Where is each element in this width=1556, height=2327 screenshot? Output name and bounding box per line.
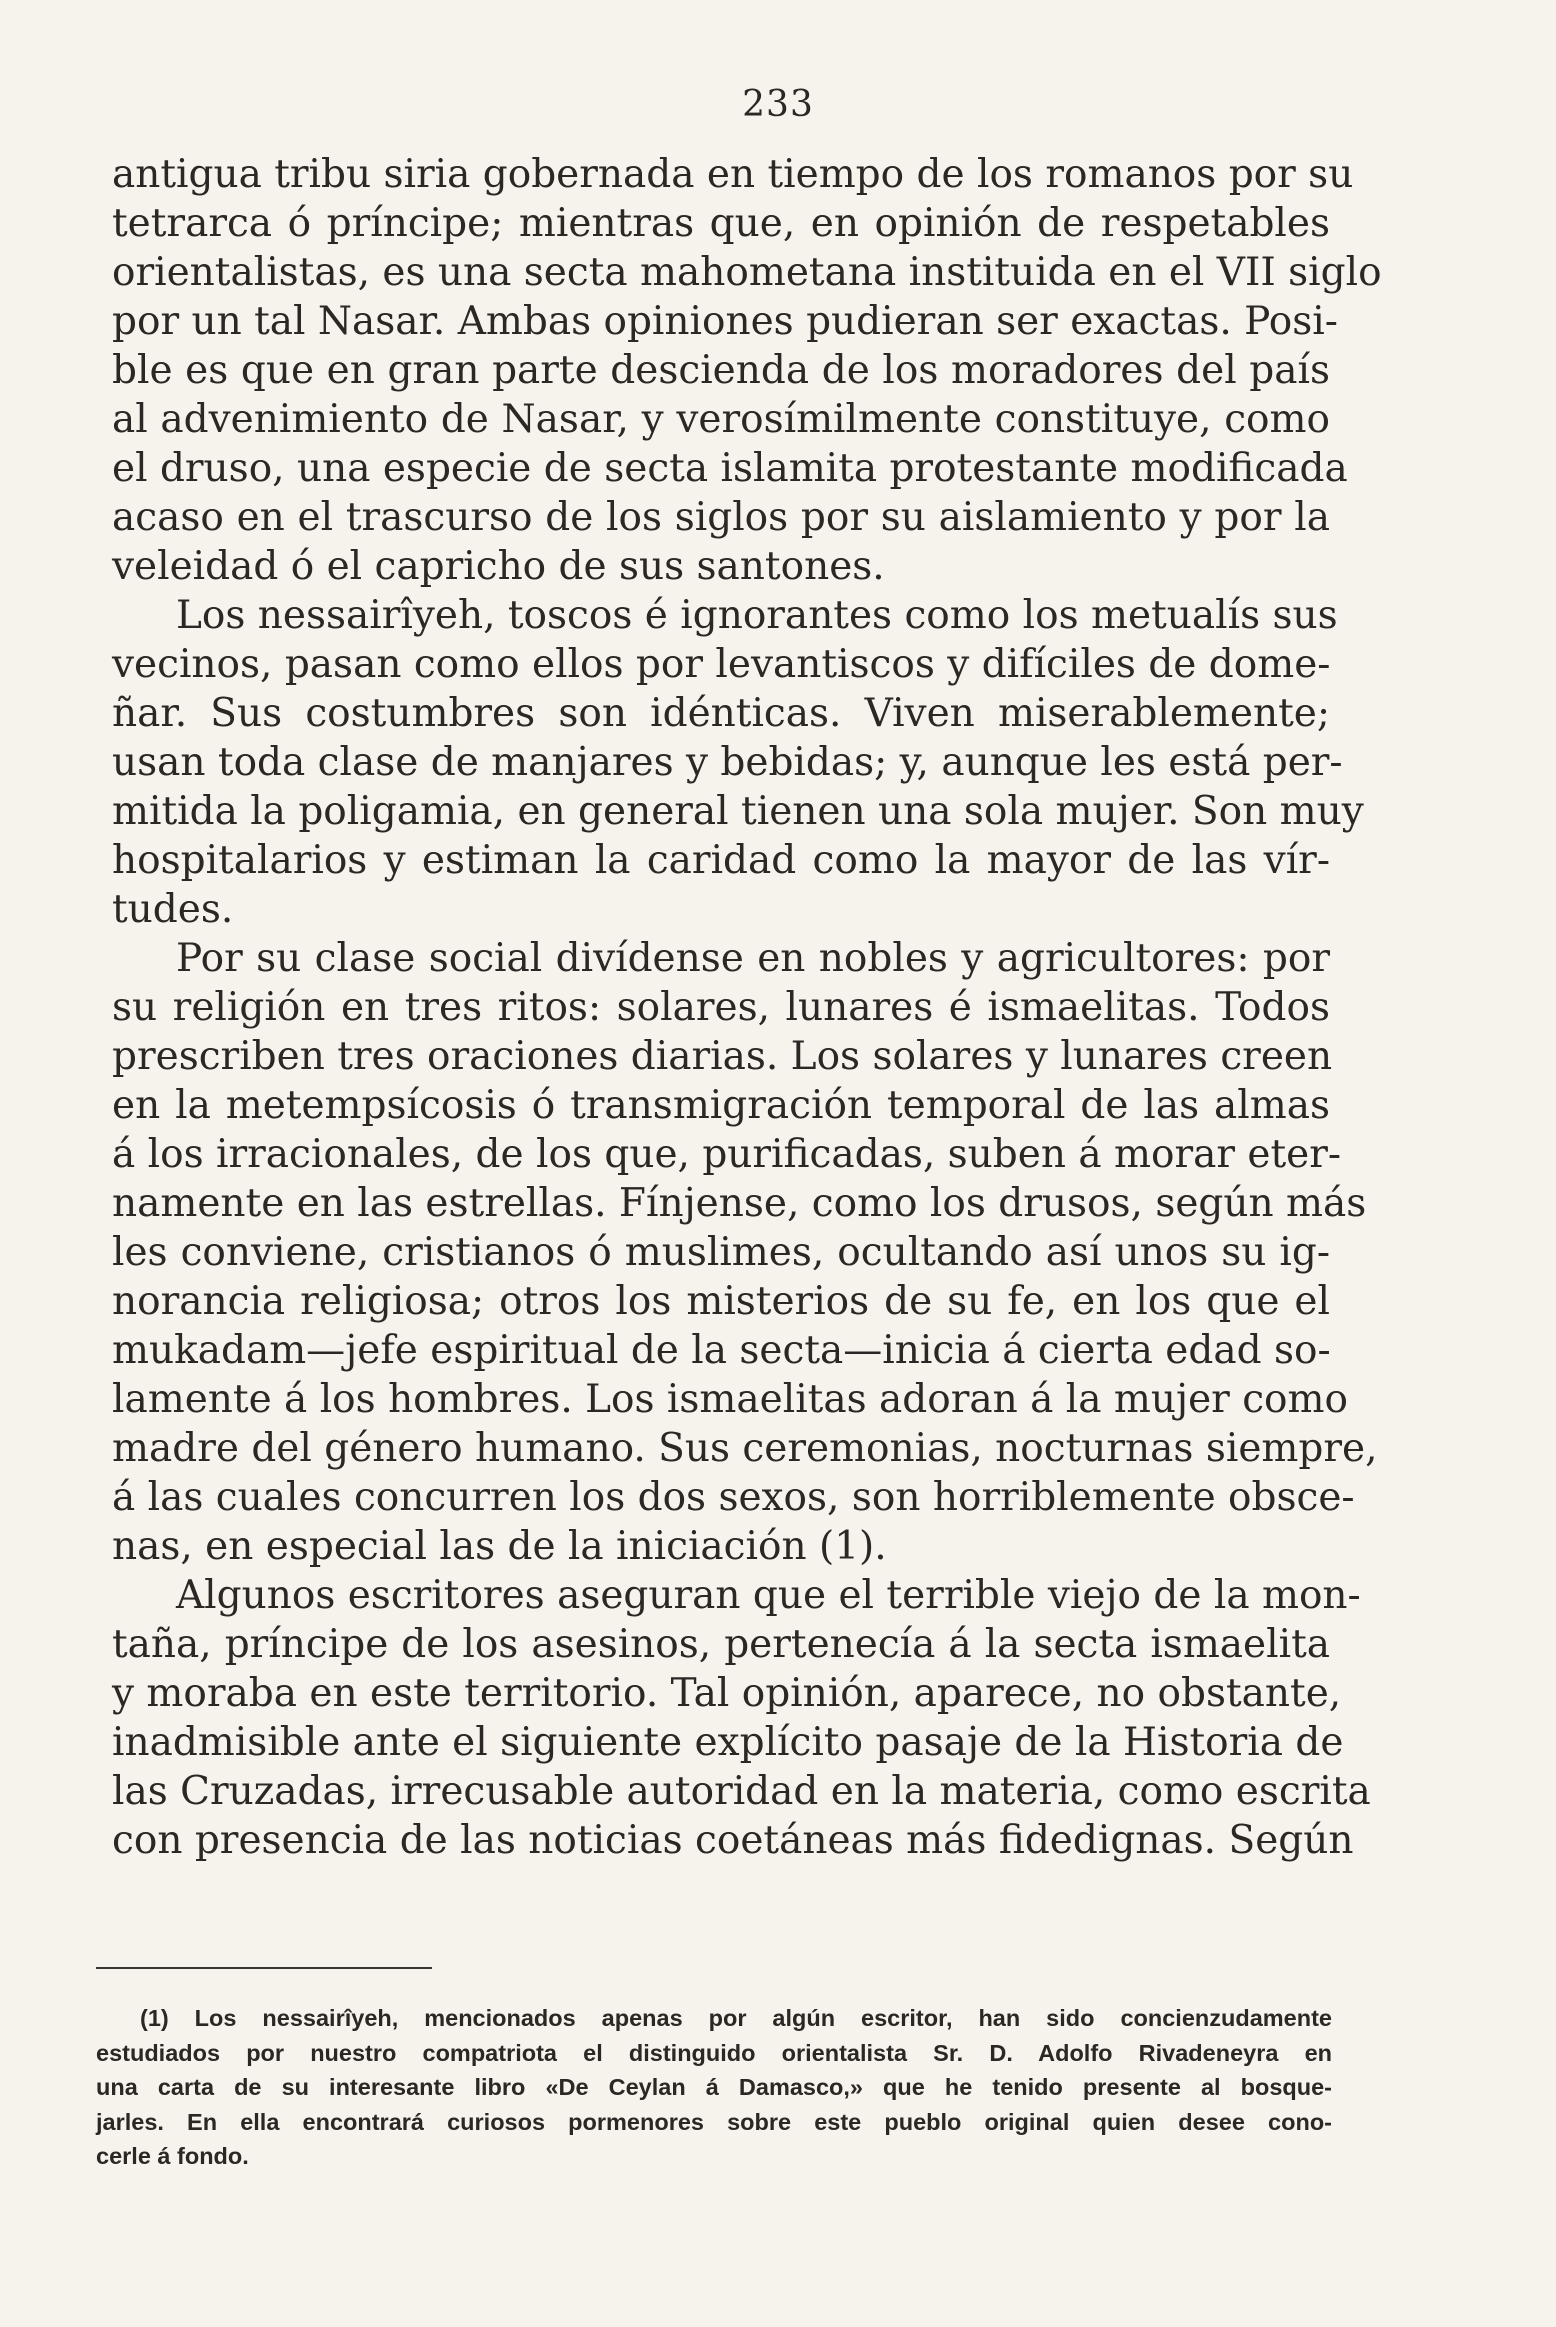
text-line: Algunos escritores aseguran que el terrible viejo de la mon-: [176, 1573, 1361, 1618]
footnote-line: cerle á fondo.: [96, 2143, 249, 2169]
text-line: acaso en el trascurso de los siglos por su aislamiento y por la: [112, 495, 1330, 540]
text-line: el druso, una especie de secta islamita protestante modificada: [112, 446, 1348, 491]
footnotes: [96, 2001, 1332, 2174]
text-line: Por su clase social divídense en nobles y agricultores: por: [176, 936, 1330, 981]
text-line: norancia religiosa; otros los misterios de su fe, en los que el: [112, 1279, 1330, 1324]
footnote-line: (1) Los nessairîyeh, mencionados apenas por algún escritor, han sido concienzudamente: [140, 2005, 1332, 2031]
text-line: nas, en especial las de la iniciación (1).: [112, 1524, 887, 1569]
text-line: con presencia de las noticias coetáneas más fidedignas. Según: [112, 1818, 1354, 1863]
text-line: usan toda clase de manjares y bebidas; y, aunque les está per-: [112, 740, 1343, 785]
text-line: taña, príncipe de los asesinos, pertenecía á la secta ismaelita: [112, 1622, 1330, 1667]
text-line: las Cruzadas, irrecusable autoridad en la materia, como escrita: [112, 1769, 1371, 1814]
main-text: [112, 150, 1382, 1865]
text-line: antigua tribu siria gobernada en tiempo de los romanos por su: [112, 152, 1354, 197]
text-line: Los nessairîyeh, toscos é ignorantes como los metualís sus: [176, 593, 1338, 638]
text-line: en la metempsícosis ó transmigración temporal de las almas: [112, 1083, 1330, 1128]
footnote-line: jarles. En ella encontrará curiosos pormenores sobre este pueblo original quien desee cono-: [96, 2108, 1332, 2135]
text-line: orientalistas, es una secta mahometana instituida en el VII siglo: [112, 250, 1382, 295]
footnote-line: estudiados por nuestro compatriota el distinguido orientalista Sr. D. Adolfo Rivadeneyra en: [96, 2039, 1332, 2066]
text-line: ñar. Sus costumbres son idénticas. Viven miserablemente;: [112, 691, 1330, 736]
text-line: al advenimiento de Nasar, y verosímilmente constituye, como: [112, 397, 1330, 442]
text-line: veleidad ó el capricho de sus santones.: [112, 544, 885, 589]
text-line: á las cuales concurren los dos sexos, son horriblemente obsce-: [112, 1475, 1355, 1520]
text-line: por un tal Nasar. Ambas opiniones pudieran ser exactas. Posi-: [112, 299, 1338, 344]
text-line: namente en las estrellas. Fínjense, como los drusos, según más: [112, 1181, 1367, 1226]
text-line: madre del género humano. Sus ceremonias, nocturnas siempre,: [112, 1426, 1378, 1471]
text-line: ble es que en gran parte descienda de los moradores del país: [112, 348, 1330, 393]
text-line: á los irracionales, de los que, purificadas, suben á morar eter-: [112, 1132, 1342, 1177]
text-line: tetrarca ó príncipe; mientras que, en opinión de respetables: [112, 201, 1330, 246]
text-line: inadmisible ante el siguiente explícito pasaje de la Historia de: [112, 1720, 1344, 1765]
text-line: lamente á los hombres. Los ismaelitas adoran á la mujer como: [112, 1377, 1348, 1422]
text-line: vecinos, pasan como ellos por levantiscos y difíciles de dome-: [112, 642, 1331, 687]
text-line: prescriben tres oraciones diarias. Los solares y lunares creen: [112, 1034, 1333, 1079]
text-line: mitida la poligamia, en general tienen una sola mujer. Son muy: [112, 789, 1364, 834]
text-line: mukadam—jefe espiritual de la secta—inicia á cierta edad so-: [112, 1328, 1331, 1373]
text-line: y moraba en este territorio. Tal opinión, aparece, no obstante,: [112, 1671, 1342, 1716]
text-line: hospitalarios y estiman la caridad como la mayor de las vír-: [112, 838, 1330, 883]
footnote-separator: [96, 1967, 432, 1969]
footnote-line: una carta de su interesante libro «De Ceylan á Damasco,» que he tenido presente al bosque-: [96, 2074, 1332, 2100]
text-line: les conviene, cristianos ó muslimes, ocultando así unos su ig-: [112, 1230, 1330, 1275]
text-line: su religión en tres ritos: solares, lunares é ismaelitas. Todos: [112, 985, 1330, 1030]
page-number: 233: [742, 84, 814, 125]
text-line: tudes.: [112, 887, 234, 932]
